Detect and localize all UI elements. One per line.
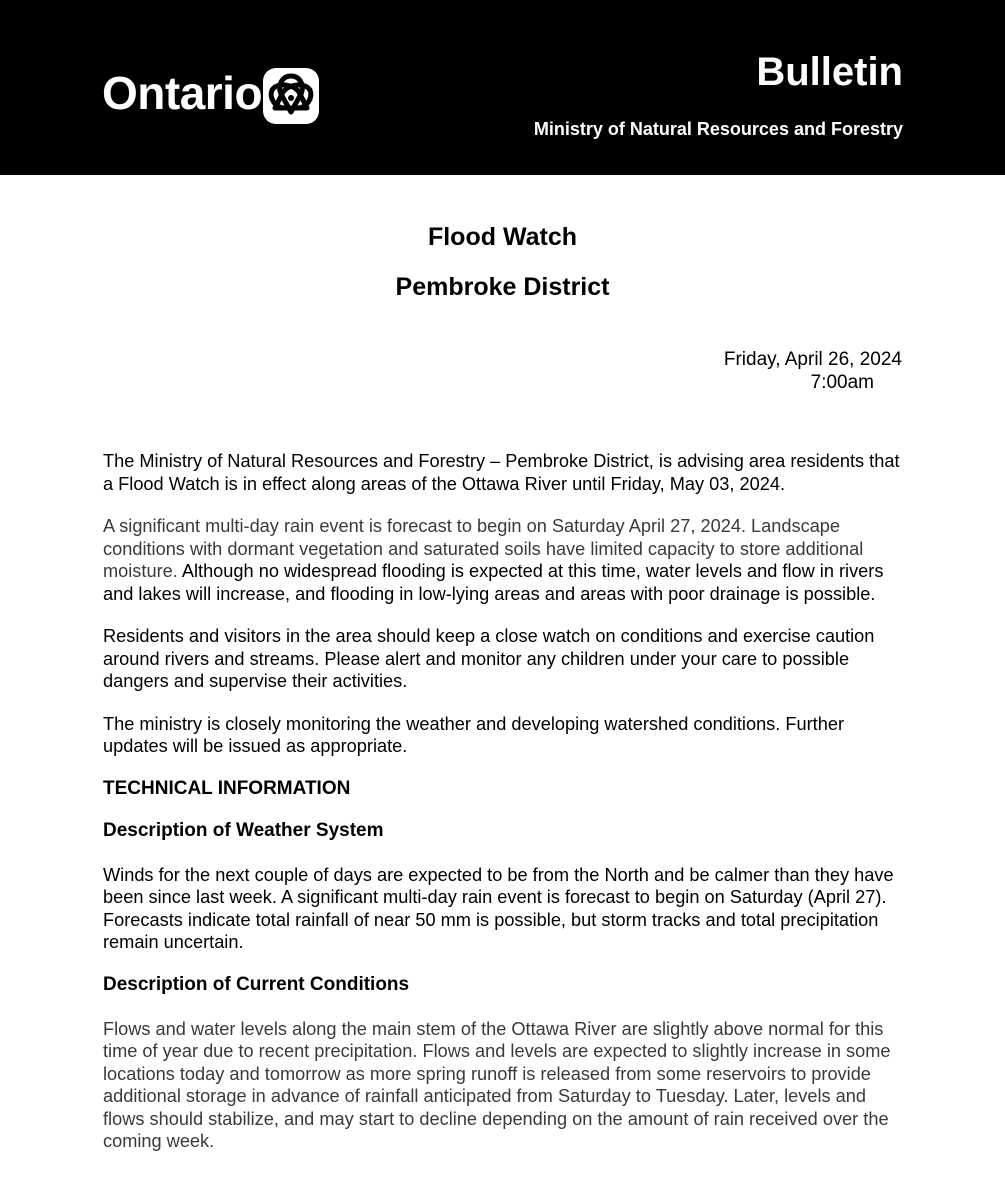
ontario-logo-text: Ontario bbox=[102, 67, 263, 119]
intro-paragraph: The Ministry of Natural Resources and Forestry – Pembroke District, is advising area residents that a Flood Watch is in effect along areas of the Ottawa River until Friday, May 03, 2024. bbox=[103, 451, 900, 494]
conditions-paragraph: Flows and water levels along the main stem of the Ottawa River are slightly above normal for this time of year due to recent precipitation. Flows and levels are expected to slightly increase in some locations today and tomorrow as more spring runoff is released from some reservoirs to provide additional storage in advance of rainfall anticipated from Saturday to Tuesday. Later, levels and flows should stabilize, and may start to decline depending on the amount of rain received over the coming week. bbox=[103, 1018, 891, 1151]
technical-heading: TECHNICAL INFORMATION bbox=[103, 777, 351, 799]
weather-paragraph: Winds for the next couple of days are expected to be from the North and be calmer than they have been since last week. A significant multi-day rain event is forecast to begin on Saturday (April 27). Forecasts indicate total rainfall of near 50 mm is possible, but storm tracks and total precipitation remain uncertain. bbox=[103, 864, 894, 952]
rain-paragraph bbox=[103, 515, 903, 605]
conditions-heading: Description of Current Conditions bbox=[103, 973, 410, 995]
page-subtitle: Pembroke District bbox=[395, 273, 610, 301]
issue-date-block bbox=[724, 348, 902, 394]
bulletin-header bbox=[0, 0, 1005, 175]
residents-paragraph: Residents and visitors in the area should keep a close watch on conditions and exercise caution around rivers and streams. Please alert and monitor any children under your care to possible dangers and supervise their activities. bbox=[103, 626, 875, 691]
monitoring-paragraph: The ministry is closely monitoring the weather and developing watershed conditions. Further updates will be issued as appropriate. bbox=[103, 713, 845, 756]
weather-heading: Description of Weather System bbox=[103, 819, 384, 841]
rain-paragraph-part1: A significant multi-day rain event is forecast to begin on Saturday April 27, 2024. Landscape conditions with dormant vegetation and saturated soils have limited capacity to store additional moisture. bbox=[103, 516, 864, 581]
ministry-name: Ministry of Natural Resources and Forestry bbox=[533, 119, 903, 139]
issue-time: 7:00am bbox=[810, 372, 874, 393]
trillium-icon bbox=[263, 68, 319, 124]
issue-date: Friday, April 26, 2024 bbox=[723, 349, 902, 370]
bulletin-body bbox=[103, 450, 903, 1173]
rain-paragraph-part2: Although no widespread flooding is expected at this time, water levels and flow in rivers and lakes will increase, and flooding in low-lying areas and areas with poor drainage is possible. bbox=[103, 561, 884, 604]
doc-type-title: Bulletin bbox=[756, 50, 903, 94]
page-title: Flood Watch bbox=[427, 223, 578, 251]
